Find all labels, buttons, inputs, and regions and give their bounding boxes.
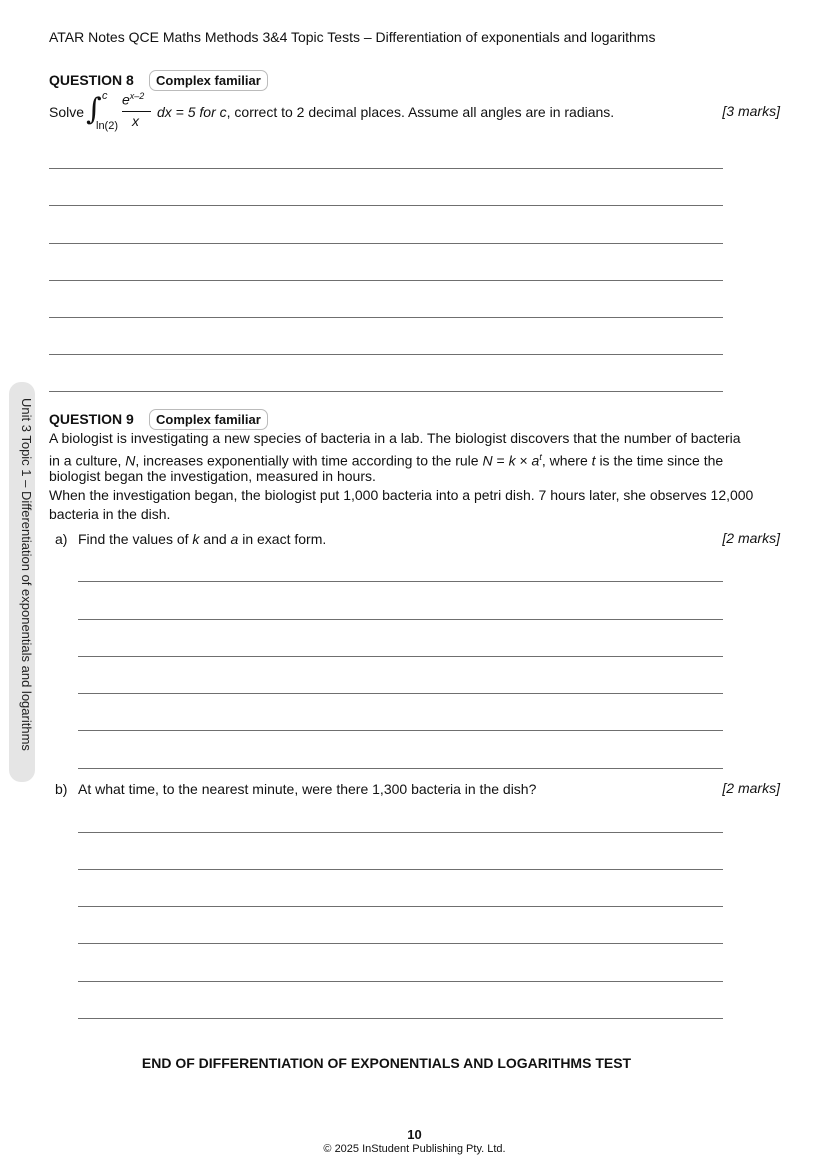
q9-line-4: When the investigation began, the biologist put 1,000 bacteria into a petri dish. 7 hours later, she observes 12,000 xyxy=(49,487,754,503)
numerator-base: e xyxy=(122,91,130,108)
answer-line xyxy=(78,943,723,944)
question-9-badge: Complex familiar xyxy=(149,409,268,430)
answer-line xyxy=(78,693,723,694)
part-a-text xyxy=(78,530,326,549)
question-9-title: QUESTION 9 xyxy=(49,411,134,427)
answer-line xyxy=(49,280,723,281)
q8-statement xyxy=(157,103,614,122)
q8-marks: [3 marks] xyxy=(722,103,780,119)
part-a-k: k xyxy=(192,531,200,547)
rule-times: × xyxy=(519,452,528,469)
page-number: 10 xyxy=(407,1127,422,1142)
answer-line xyxy=(78,581,723,582)
answer-line xyxy=(49,205,723,206)
page-header: ATAR Notes QCE Maths Methods 3&4 Topic Tests – Differentiation of exponentials and logarithms xyxy=(49,29,656,45)
answer-line xyxy=(78,981,723,982)
q8-dx-text: dx = 5 for xyxy=(157,104,216,120)
q9-line-5: bacteria in the dish. xyxy=(49,506,171,522)
answer-line xyxy=(49,391,723,392)
integral-upper-limit: c xyxy=(102,90,108,102)
q9-line-2-part: is the time since the xyxy=(599,452,724,469)
q9-line-2-part: in a culture, xyxy=(49,452,122,469)
q9-line-2-part: , increases exponentially with time according to the rule xyxy=(135,452,479,469)
part-b-text: At what time, to the nearest minute, were there 1,300 bacteria in the dish? xyxy=(78,781,537,797)
q8-solve-word: Solve xyxy=(49,104,85,120)
numerator-exponent: x–2 xyxy=(129,91,145,101)
integrand-denominator: x xyxy=(132,113,139,129)
answer-line xyxy=(49,168,723,169)
side-tab-label: Unit 3 Topic 1 – Differentiation of exponentials and logarithms xyxy=(19,398,34,751)
rule-equals: = xyxy=(496,452,505,469)
answer-line xyxy=(78,906,723,907)
rule-N: N xyxy=(482,452,493,469)
answer-line xyxy=(78,832,723,833)
q9-line-3: biologist began the investigation, measured in hours. xyxy=(49,468,376,484)
part-b-label: b) xyxy=(55,781,68,797)
answer-line xyxy=(49,317,723,318)
end-of-test-text: END OF DIFFERENTIATION OF EXPONENTIALS AND LOGARITHMS TEST xyxy=(141,1055,632,1071)
answer-line xyxy=(49,243,723,244)
integrand-numerator xyxy=(122,91,144,108)
part-a-a: a xyxy=(230,531,239,547)
part-a-text-part: and xyxy=(203,531,227,547)
q9-var-t: t xyxy=(591,452,596,469)
answer-line xyxy=(78,768,723,769)
part-a-marks: [2 marks] xyxy=(722,530,780,546)
answer-line xyxy=(78,869,723,870)
rule-a: a xyxy=(531,452,540,469)
q8-c-variable: c xyxy=(219,104,227,120)
integral-sign: ∫ xyxy=(86,92,102,127)
question-8-title: QUESTION 8 xyxy=(49,72,134,88)
q9-var-N: N xyxy=(125,452,136,469)
answer-line xyxy=(78,730,723,731)
answer-line xyxy=(49,354,723,355)
q9-line-2-part: , where xyxy=(541,452,588,469)
part-b-marks: [2 marks] xyxy=(722,780,780,796)
rule-t: t xyxy=(539,452,542,462)
q8-rest: , correct to 2 decimal places. Assume all angles are in radians. xyxy=(226,104,615,120)
fraction-bar xyxy=(122,111,151,112)
part-a-text-part: Find the values of xyxy=(78,531,189,547)
part-a-label: a) xyxy=(55,531,68,547)
answer-line xyxy=(78,619,723,620)
part-a-text-part: in exact form. xyxy=(242,531,327,547)
q9-line-1: A biologist is investigating a new species of bacteria in a lab. The biologist discovers that the number of bacteria xyxy=(49,430,741,446)
question-8-badge: Complex familiar xyxy=(149,70,268,91)
integral-lower-limit: ln(2) xyxy=(96,120,119,132)
answer-line xyxy=(78,656,723,657)
answer-line xyxy=(78,1018,723,1019)
copyright: © 2025 InStudent Publishing Pty. Ltd. xyxy=(323,1143,506,1155)
rule-k: k xyxy=(508,452,516,469)
